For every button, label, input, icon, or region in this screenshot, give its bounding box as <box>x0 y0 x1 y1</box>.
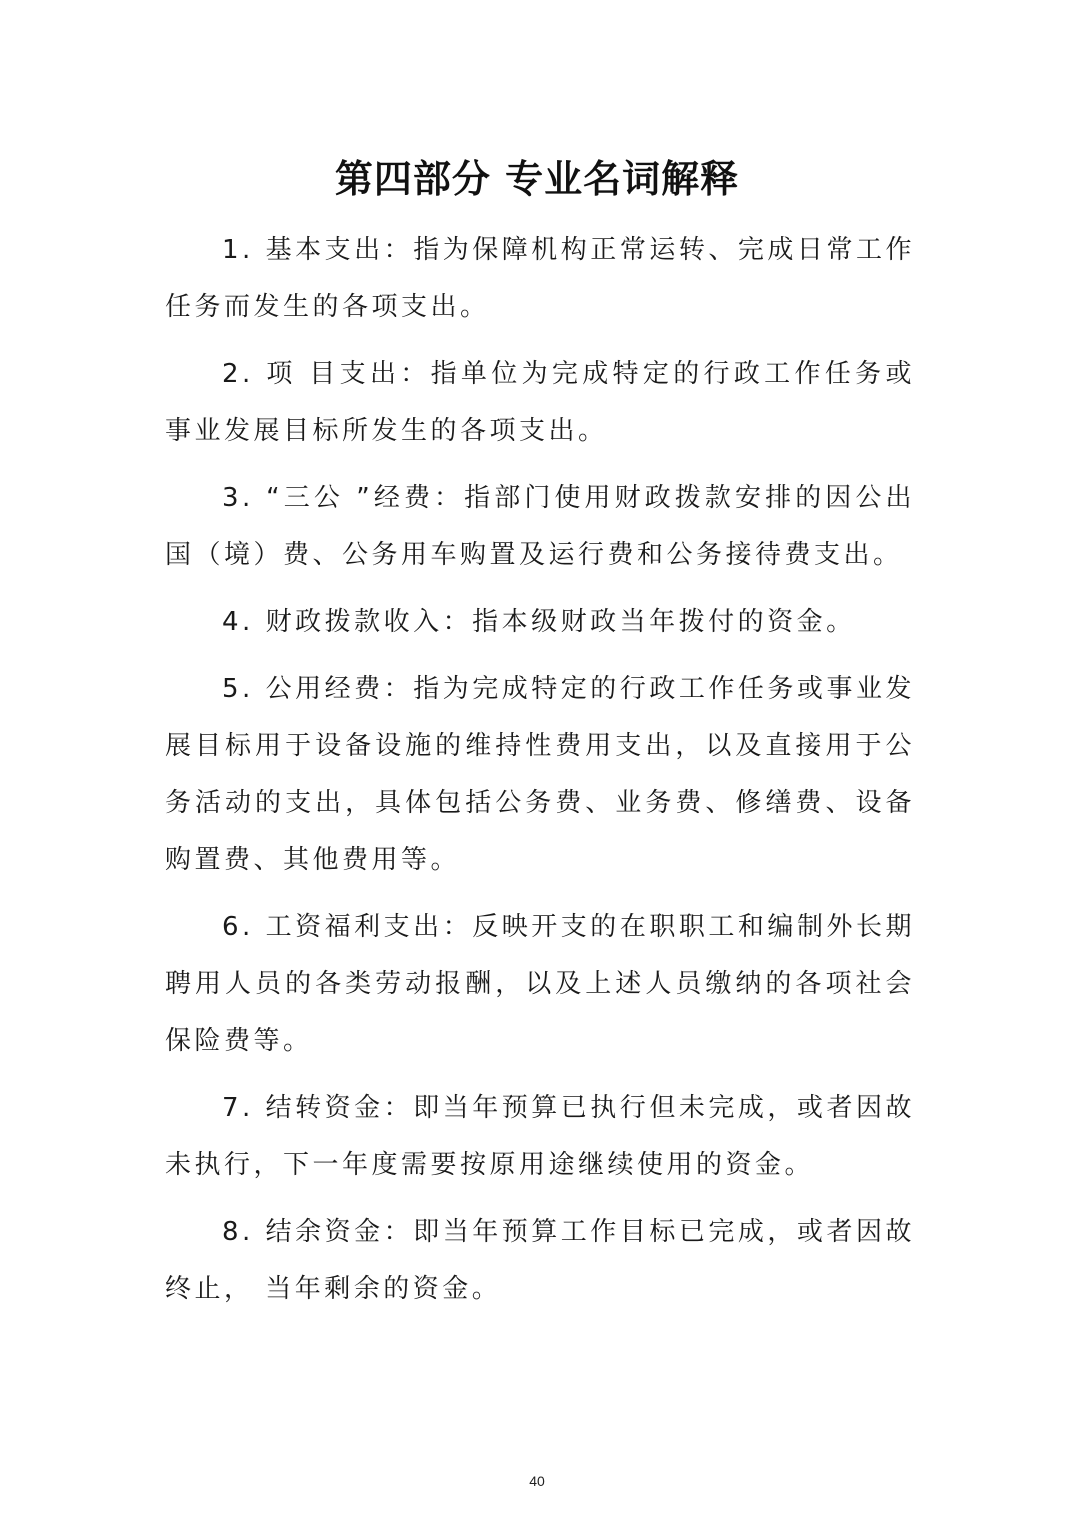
definition-public-funds <box>165 661 915 889</box>
definition-term: 5. 公用经费： <box>222 674 414 704</box>
definitions-list <box>165 222 915 1328</box>
definition-term: 3. “三公 ”经费： <box>222 483 465 513</box>
definition-three-public-funds <box>165 470 915 584</box>
definition-text: 即当年预算工作目标已完成，或者因故终止， 当年剩余的资金。 <box>165 1217 915 1304</box>
definition-term: 6. 工资福利支出： <box>222 912 473 942</box>
definition-fiscal-appropriation-income <box>165 594 915 651</box>
definition-project-expenditure <box>165 346 915 460</box>
definition-text: 指单位为完成特定的行政工作任务或事业发展目标所发生的各项支出。 <box>165 359 915 446</box>
definition-text: 指本级财政当年拨付的资金。 <box>472 607 856 637</box>
definition-term: 8. 结余资金： <box>222 1217 414 1247</box>
definition-term: 2. 项 目支出： <box>222 359 431 389</box>
definition-term: 4. 财政拨款收入： <box>222 607 473 637</box>
definition-basic-expenditure <box>165 222 915 336</box>
definition-term: 1. 基本支出： <box>222 235 414 265</box>
definition-term: 7. 结转资金： <box>222 1093 414 1123</box>
page-number: 40 <box>529 1473 545 1489</box>
definition-text: 指为保障机构正常运转、完成日常工作任务而发生的各项支出。 <box>165 235 915 322</box>
definition-carryover-funds <box>165 1080 915 1194</box>
definition-wages-welfare <box>165 899 915 1070</box>
page-title: 第四部分 专业名词解释 <box>334 156 740 201</box>
definition-text: 反映开支的在职职工和编制外长期聘用人员的各类劳动报酬，以及上述人员缴纳的各项社会保险费等。 <box>165 912 915 1056</box>
definition-surplus-funds <box>165 1204 915 1318</box>
definition-text: 即当年预算已执行但未完成，或者因故未执行，下一年度需要按原用途继续使用的资金。 <box>165 1093 915 1180</box>
definition-text: 指部门使用财政拨款安排的因公出国（境）费、公务用车购置及运行费和公务接待费支出。 <box>165 483 915 570</box>
definition-text: 指为完成特定的行政工作任务或事业发展目标用于设备设施的维持性费用支出，以及直接用于公务活动的支出，具体包括公务费、业务费、修缮费、设备购置费、其他费用等。 <box>165 674 915 875</box>
